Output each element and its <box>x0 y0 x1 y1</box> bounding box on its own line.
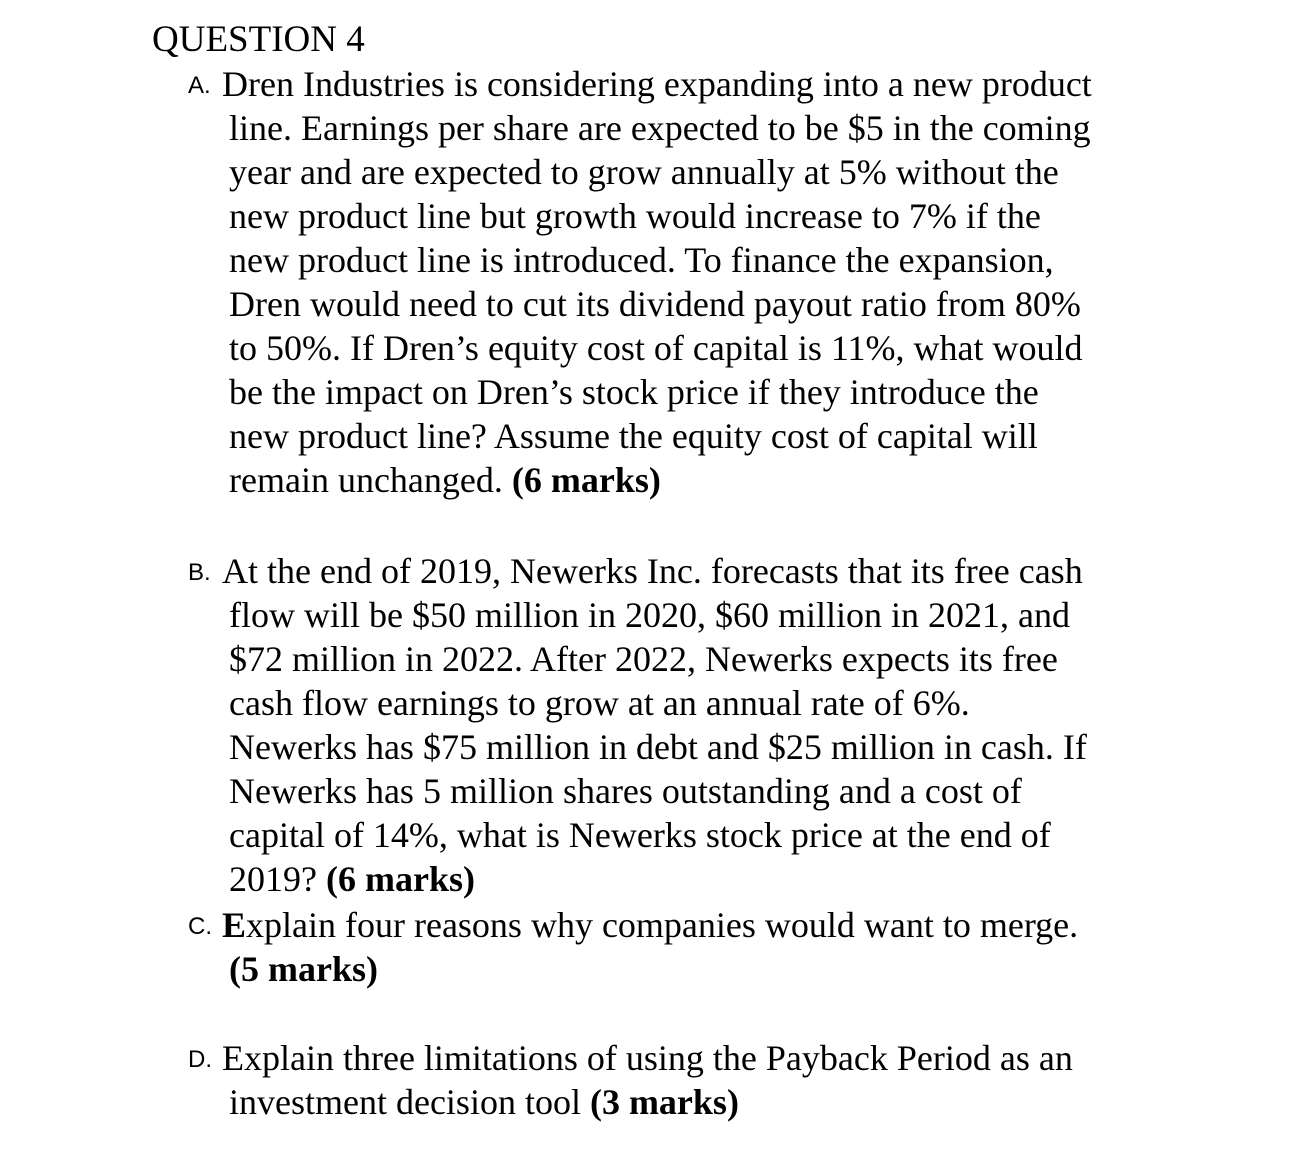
question-b-last-line <box>229 857 1188 901</box>
question-b-text <box>222 549 1188 901</box>
question-a-text <box>222 62 1188 502</box>
question-heading: QUESTION 4 <box>152 19 365 60</box>
question-b-line: At the end of 2019, Newerks Inc. forecasts that its free cash <box>222 551 1083 591</box>
question-a-line: new product line? Assume the equity cost of capital will <box>229 416 1038 456</box>
question-a-marks: (6 marks) <box>511 460 661 500</box>
question-b-line: flow will be $50 million in 2020, $60 million in 2021, and <box>229 595 1070 635</box>
question-b-line: Newerks has 5 million shares outstanding and a cost of <box>229 771 1022 811</box>
question-d-marks: (3 marks) <box>589 1082 739 1122</box>
question-a-line: line. Earnings per share are expected to be $5 in the coming <box>229 108 1091 148</box>
question-a-line: year and are expected to grow annually at 5% without the <box>229 152 1059 192</box>
question-b <box>188 549 1188 901</box>
question-c-line <box>222 903 1188 947</box>
question-a-line: remain unchanged. <box>229 460 503 500</box>
question-c-line-rest: xplain four reasons why companies would want to merge. <box>246 905 1079 945</box>
question-c-text <box>222 903 1188 991</box>
question-d-line: investment decision tool <box>229 1082 581 1122</box>
question-d-text <box>222 1036 1188 1124</box>
question-c-letter: C. <box>188 913 212 940</box>
question-c-marks: (5 marks) <box>229 949 378 989</box>
question-c <box>188 903 1188 991</box>
question-a <box>188 62 1188 502</box>
question-a-line: new product line is introduced. To finance the expansion, <box>229 240 1054 280</box>
question-a-letter: A. <box>188 72 211 99</box>
question-a-line: be the impact on Dren’s stock price if they introduce the <box>229 372 1039 412</box>
question-a-line: to 50%. If Dren’s equity cost of capital is 11%, what would <box>229 328 1083 368</box>
question-b-line: $72 million in 2022. After 2022, Newerks expects its free <box>229 639 1058 679</box>
question-c-first-letter: E <box>222 905 247 945</box>
question-a-line: new product line but growth would increase to 7% if the <box>229 196 1041 236</box>
question-d <box>188 1036 1188 1124</box>
question-b-marks: (6 marks) <box>325 859 475 899</box>
question-a-line: Dren would need to cut its dividend payout ratio from 80% <box>229 284 1081 324</box>
question-b-line: Newerks has $75 million in debt and $25 million in cash. If <box>229 727 1087 767</box>
question-b-letter: B. <box>188 559 211 586</box>
question-b-line: cash flow earnings to grow at an annual rate of 6%. <box>229 683 970 723</box>
question-a-last-line <box>229 458 1188 502</box>
question-d-letter: D. <box>188 1046 212 1073</box>
question-b-line: 2019? <box>229 859 317 899</box>
question-d-line: Explain three limitations of using the Payback Period as an <box>222 1038 1073 1078</box>
question-b-line: capital of 14%, what is Newerks stock price at the end of <box>229 815 1051 855</box>
question-d-last-line <box>229 1080 1188 1124</box>
question-a-line: Dren Industries is considering expanding into a new product <box>222 64 1092 104</box>
